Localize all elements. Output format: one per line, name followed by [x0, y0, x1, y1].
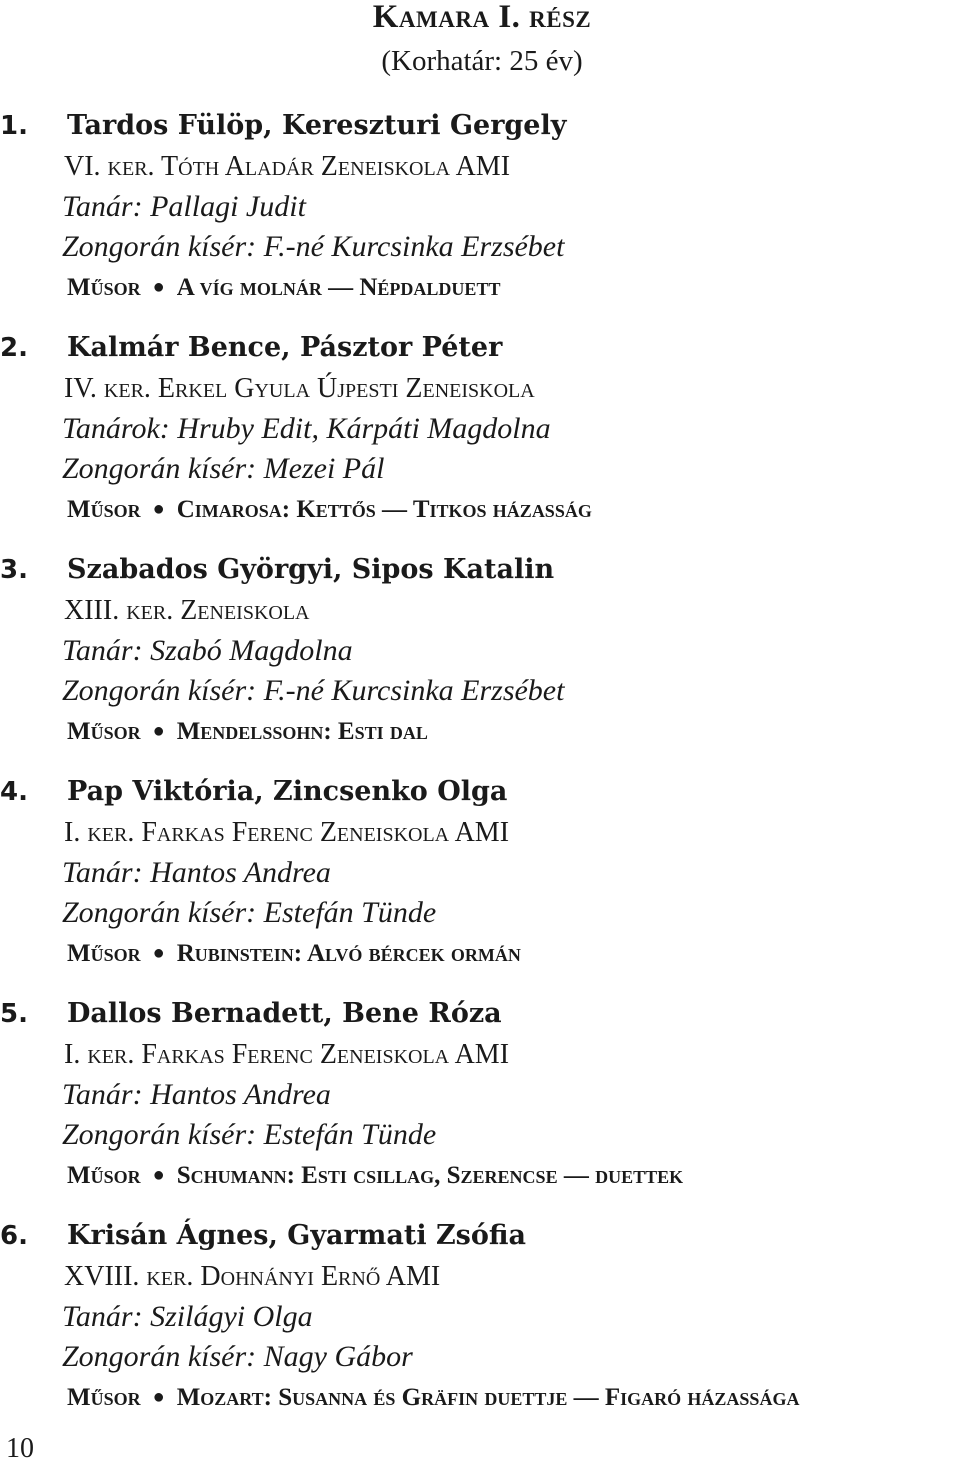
teacher-line: Tanár: Szabó Magdolna: [62, 634, 353, 667]
program-label: Műsor: [67, 718, 141, 745]
program-line: [67, 271, 500, 306]
page-number: 10: [6, 1433, 34, 1464]
performer-names: Pap Viktória, Zincsenko Olga: [67, 776, 508, 807]
performer-names: Dallos Bernadett, Bene Róza: [67, 998, 502, 1029]
program-title: A víg molnár — Népdalduett: [176, 274, 501, 301]
program-title: Mozart: Susanna és Gräfin duettje — Figaró házassága: [176, 1384, 800, 1411]
school-name: XIII. ker. Zeneiskola: [64, 595, 310, 626]
school-name: I. ker. Farkas Ferenc Zeneiskola AMI: [64, 817, 510, 848]
school-name: XVIII. ker. Dohnányi Ernő AMI: [64, 1261, 441, 1292]
accompanist-line: Zongorán kísér: Mezei Pál: [62, 452, 385, 485]
bullet-icon: ●: [152, 1164, 165, 1186]
program-line: [67, 1381, 799, 1416]
bullet-icon: ●: [152, 498, 165, 520]
program-title: Cimarosa: Kettős — Titkos házasság: [176, 496, 592, 523]
entry-number: 4.: [0, 777, 28, 807]
program-line: [67, 937, 521, 972]
performer-names: Kalmár Bence, Pásztor Péter: [67, 332, 503, 363]
section-title-text: Kamara I. rész: [372, 0, 592, 35]
program-title: Rubinstein: Alvó bércek ormán: [176, 940, 521, 967]
program-line: [67, 1159, 683, 1194]
age-limit-text: (Korhatár: 25 év): [381, 45, 583, 77]
program-title: Mendelssohn: Esti dal: [176, 718, 428, 745]
bullet-icon: ●: [152, 720, 165, 742]
bullet-icon: ●: [152, 1386, 165, 1408]
program-label: Műsor: [67, 940, 141, 967]
entry-number: 2.: [0, 333, 28, 363]
entry-number: 5.: [0, 999, 28, 1029]
teacher-line: Tanárok: Hruby Edit, Kárpáti Magdolna: [62, 412, 551, 445]
section-title: [0, 0, 960, 34]
school-name: I. ker. Farkas Ferenc Zeneiskola AMI: [64, 1039, 510, 1070]
performer-names: Szabados Györgyi, Sipos Katalin: [67, 554, 555, 585]
school-name: VI. ker. Tóth Aladár Zeneiskola AMI: [64, 151, 511, 182]
program-title: Schumann: Esti csillag, Szerencse — duettek: [176, 1162, 684, 1189]
age-limit-subtitle: [0, 44, 960, 78]
program-label: Műsor: [67, 1384, 141, 1411]
program-label: Műsor: [67, 274, 141, 301]
bullet-icon: ●: [152, 942, 165, 964]
accompanist-line: Zongorán kísér: Estefán Tünde: [62, 896, 437, 929]
performer-names: Tardos Fülöp, Kereszturi Gergely: [67, 110, 567, 141]
teacher-line: Tanár: Pallagi Judit: [62, 190, 306, 223]
program-line: [67, 715, 428, 750]
program-label: Műsor: [67, 1162, 141, 1189]
accompanist-line: Zongorán kísér: Nagy Gábor: [62, 1340, 413, 1373]
program-line: [67, 493, 592, 528]
bullet-icon: ●: [152, 276, 165, 298]
teacher-line: Tanár: Szilágyi Olga: [62, 1300, 313, 1333]
entry-number: 1.: [0, 111, 28, 141]
school-name: IV. ker. Erkel Gyula Újpesti Zeneiskola: [64, 373, 535, 404]
entry-number: 6.: [0, 1221, 28, 1251]
performer-names: Krisán Ágnes, Gyarmati Zsófia: [67, 1220, 527, 1251]
accompanist-line: Zongorán kísér: F.-né Kurcsinka Erzsébet: [62, 230, 565, 263]
program-label: Műsor: [67, 496, 141, 523]
accompanist-line: Zongorán kísér: Estefán Tünde: [62, 1118, 437, 1151]
entry-number: 3.: [0, 555, 28, 585]
teacher-line: Tanár: Hantos Andrea: [62, 1078, 331, 1111]
accompanist-line: Zongorán kísér: F.-né Kurcsinka Erzsébet: [62, 674, 565, 707]
teacher-line: Tanár: Hantos Andrea: [62, 856, 331, 889]
